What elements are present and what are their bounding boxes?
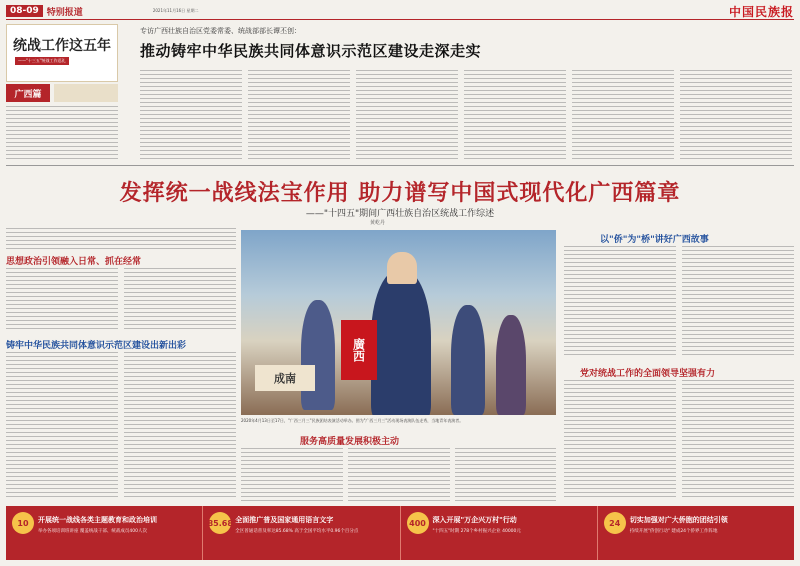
performer-figure [301,300,335,410]
region-badge-decoration [54,84,118,102]
byline: 黄屹丹 [370,220,386,226]
text-column [348,448,450,502]
section-divider [6,165,794,166]
text-column [572,70,674,160]
stat-title: 开展统一战线各类主题教育和政治培训 [38,516,157,524]
section-heading: 思想政治引领融入日常、抓在经常 [6,254,141,267]
section-heading: 党对统战工作的全面领导坚强有力 [580,366,715,379]
stat-number: 24 [604,512,626,534]
text-column [680,70,792,160]
text-column [564,380,676,500]
main-headline: 发挥统一战线法宝作用 助力谱写中国式现代化广西篇章 [119,180,681,206]
section-name: 特别报道 [46,7,83,18]
text-column [124,268,236,330]
section-heading: 以"侨"为"桥"讲好广西故事 [600,232,709,245]
masthead-logo: 中国民族报 [728,5,794,19]
badge-subtitle: ——"十三五"统战工作巡礼 [15,57,69,65]
issue-date: 2021年11月16日 星期二 [152,8,199,13]
stats-banner [6,506,794,560]
main-subhead: ——"十四五"期间广西壮族自治区统战工作综述 [305,209,495,219]
performer-figure [451,305,485,415]
text-column [6,268,118,330]
stat-title: 深入开展"万企兴万村"行动 [432,516,517,524]
text-column [124,352,236,500]
photo-banner: 廣西 [341,320,377,380]
page-header [6,4,794,18]
stat-item [598,506,794,560]
performer-figure [371,270,431,415]
text-column [6,106,118,160]
section-heading: 服务高质量发展积极主动 [300,434,399,447]
section-heading: 铸牢中华民族共同体意识示范区建设出新出彩 [6,338,186,351]
festival-photo [241,230,556,415]
region-badge: 广西篇 [6,84,50,102]
text-column [682,380,794,500]
stat-item [6,506,203,560]
text-column [248,70,350,160]
stat-number: 85.68 [209,512,231,534]
performer-figure [496,315,526,415]
text-column [682,246,794,358]
stat-number: 400 [407,512,429,534]
text-column [241,448,343,502]
text-column [564,246,676,358]
top-article-headline: 推动铸牢中华民族共同体意识示范区建设走深走实 [140,42,482,60]
stat-number: 10 [12,512,34,534]
header-rule [6,19,794,20]
text-column [464,70,566,160]
stat-detail: 持续开展"侨创行动" 建成24个侨界工作阵地 [629,529,718,534]
stat-detail: "十四五"时期 278个乡村振兴企业 40000元 [432,529,521,534]
text-column [6,352,118,500]
stat-detail: 举办各项培训班讲座 覆盖统战干部、统战成员400人次 [38,529,148,534]
photo-sign: 成南 [255,365,315,391]
stat-title: 全面推广普及国家通用语言文字 [235,516,334,524]
photo-caption: 2020年4月13日至17日，"广西三月三"民族团结表演活动举办。图为"广西三月三"活动现场表演队伍走秀，当地青年表演者。 [241,418,464,423]
lead-paragraph [6,228,236,250]
stat-item [203,506,400,560]
badge-title: 统战工作这五年 [13,38,111,54]
text-column [140,70,242,160]
stat-title: 切实加强对广大侨胞的团结引领 [629,516,728,524]
top-article-kicker: 专访广西壮族自治区党委常委、统战部部长谭丕创： [140,27,301,35]
performer-figure [387,252,417,284]
stat-detail: 全区普通话普及率达85.68% 高于全国平均水平0.96个百分点 [235,529,359,534]
stat-item [401,506,598,560]
column-badge [6,24,118,82]
text-column [455,448,556,502]
page-number: 08-09 [6,5,43,17]
text-column [356,70,458,160]
